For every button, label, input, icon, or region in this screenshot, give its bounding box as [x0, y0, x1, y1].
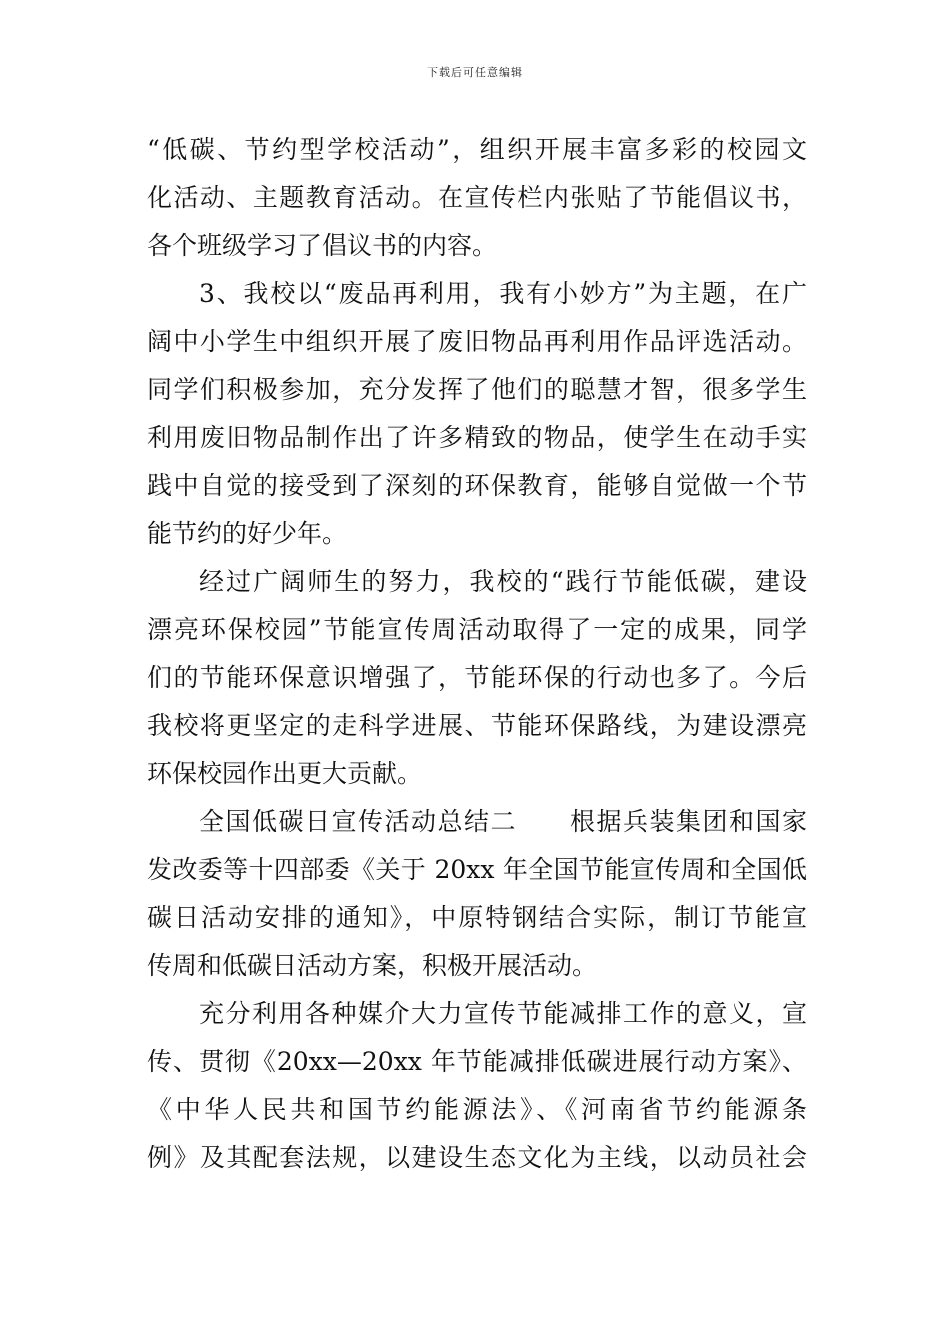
- paragraph-line: 能节约的好少年。: [147, 519, 348, 548]
- paragraph-line: 漂亮环保校园”节能宣传周活动取得了一定的成果，同学: [147, 615, 807, 644]
- paragraph-line: 碳日活动安排的通知》，中原特钢结合实际，制订节能宣: [147, 903, 807, 932]
- paragraph-line: 同学们积极参加，充分发挥了他们的聪慧才智，很多学生: [147, 375, 807, 404]
- paragraph-5: [147, 990, 807, 1182]
- paragraph-line: “低碳、节约型学校活动”，组织开展丰富多彩的校园文: [147, 135, 807, 164]
- paragraph-1: [147, 126, 807, 270]
- paragraph-line: 经过广阔师生的努力，我校的“践行节能低碳，建设: [199, 567, 807, 596]
- paragraph-3: [147, 558, 807, 798]
- paragraph-line: 阔中小学生中组织开展了废旧物品再利用作品评选活动。: [147, 327, 807, 356]
- paragraph-line: 发改委等十四部委《关于 20xx 年全国节能宣传周和全国低: [147, 855, 807, 884]
- paragraph-line: 3、我校以“废品再利用，我有小妙方”为主题，在广: [199, 279, 807, 308]
- paragraph-line: 全国低碳日宣传活动总结二 根据兵装集团和国家: [199, 807, 807, 836]
- paragraph-line: 化活动、主题教育活动。在宣传栏内张贴了节能倡议书，: [147, 183, 807, 212]
- paragraph-line: 传、贯彻《20xx—20xx 年节能减排低碳进展行动方案》、: [147, 1047, 807, 1076]
- paragraph-line: 环保校园作出更大贡献。: [147, 759, 423, 788]
- page-header: 下载后可任意编辑: [427, 66, 523, 79]
- document-body: [147, 126, 807, 1182]
- paragraph-line: 传周和低碳日活动方案，积极开展活动。: [147, 951, 598, 980]
- paragraph-line: 各个班级学习了倡议书的内容。: [147, 231, 498, 260]
- paragraph-line: 我校将更坚定的走科学进展、节能环保路线，为建设漂亮: [147, 711, 807, 740]
- paragraph-line: 践中自觉的接受到了深刻的环保教育，能够自觉做一个节: [147, 471, 807, 500]
- paragraph-line: 充分利用各种媒介大力宣传节能减排工作的意义，宣: [199, 999, 807, 1028]
- paragraph-line: 利用废旧物品制作出了许多精致的物品，使学生在动手实: [147, 423, 807, 452]
- paragraph-2: [147, 270, 807, 558]
- paragraph-line: 例》及其配套法规，以建设生态文化为主线，以动员社会: [147, 1143, 807, 1172]
- paragraph-line: 们的节能环保意识增强了，节能环保的行动也多了。今后: [147, 663, 807, 692]
- paragraph-line: 《中华人民共和国节约能源法》、《河南省节约能源条: [147, 1095, 807, 1124]
- paragraph-4: [147, 798, 807, 990]
